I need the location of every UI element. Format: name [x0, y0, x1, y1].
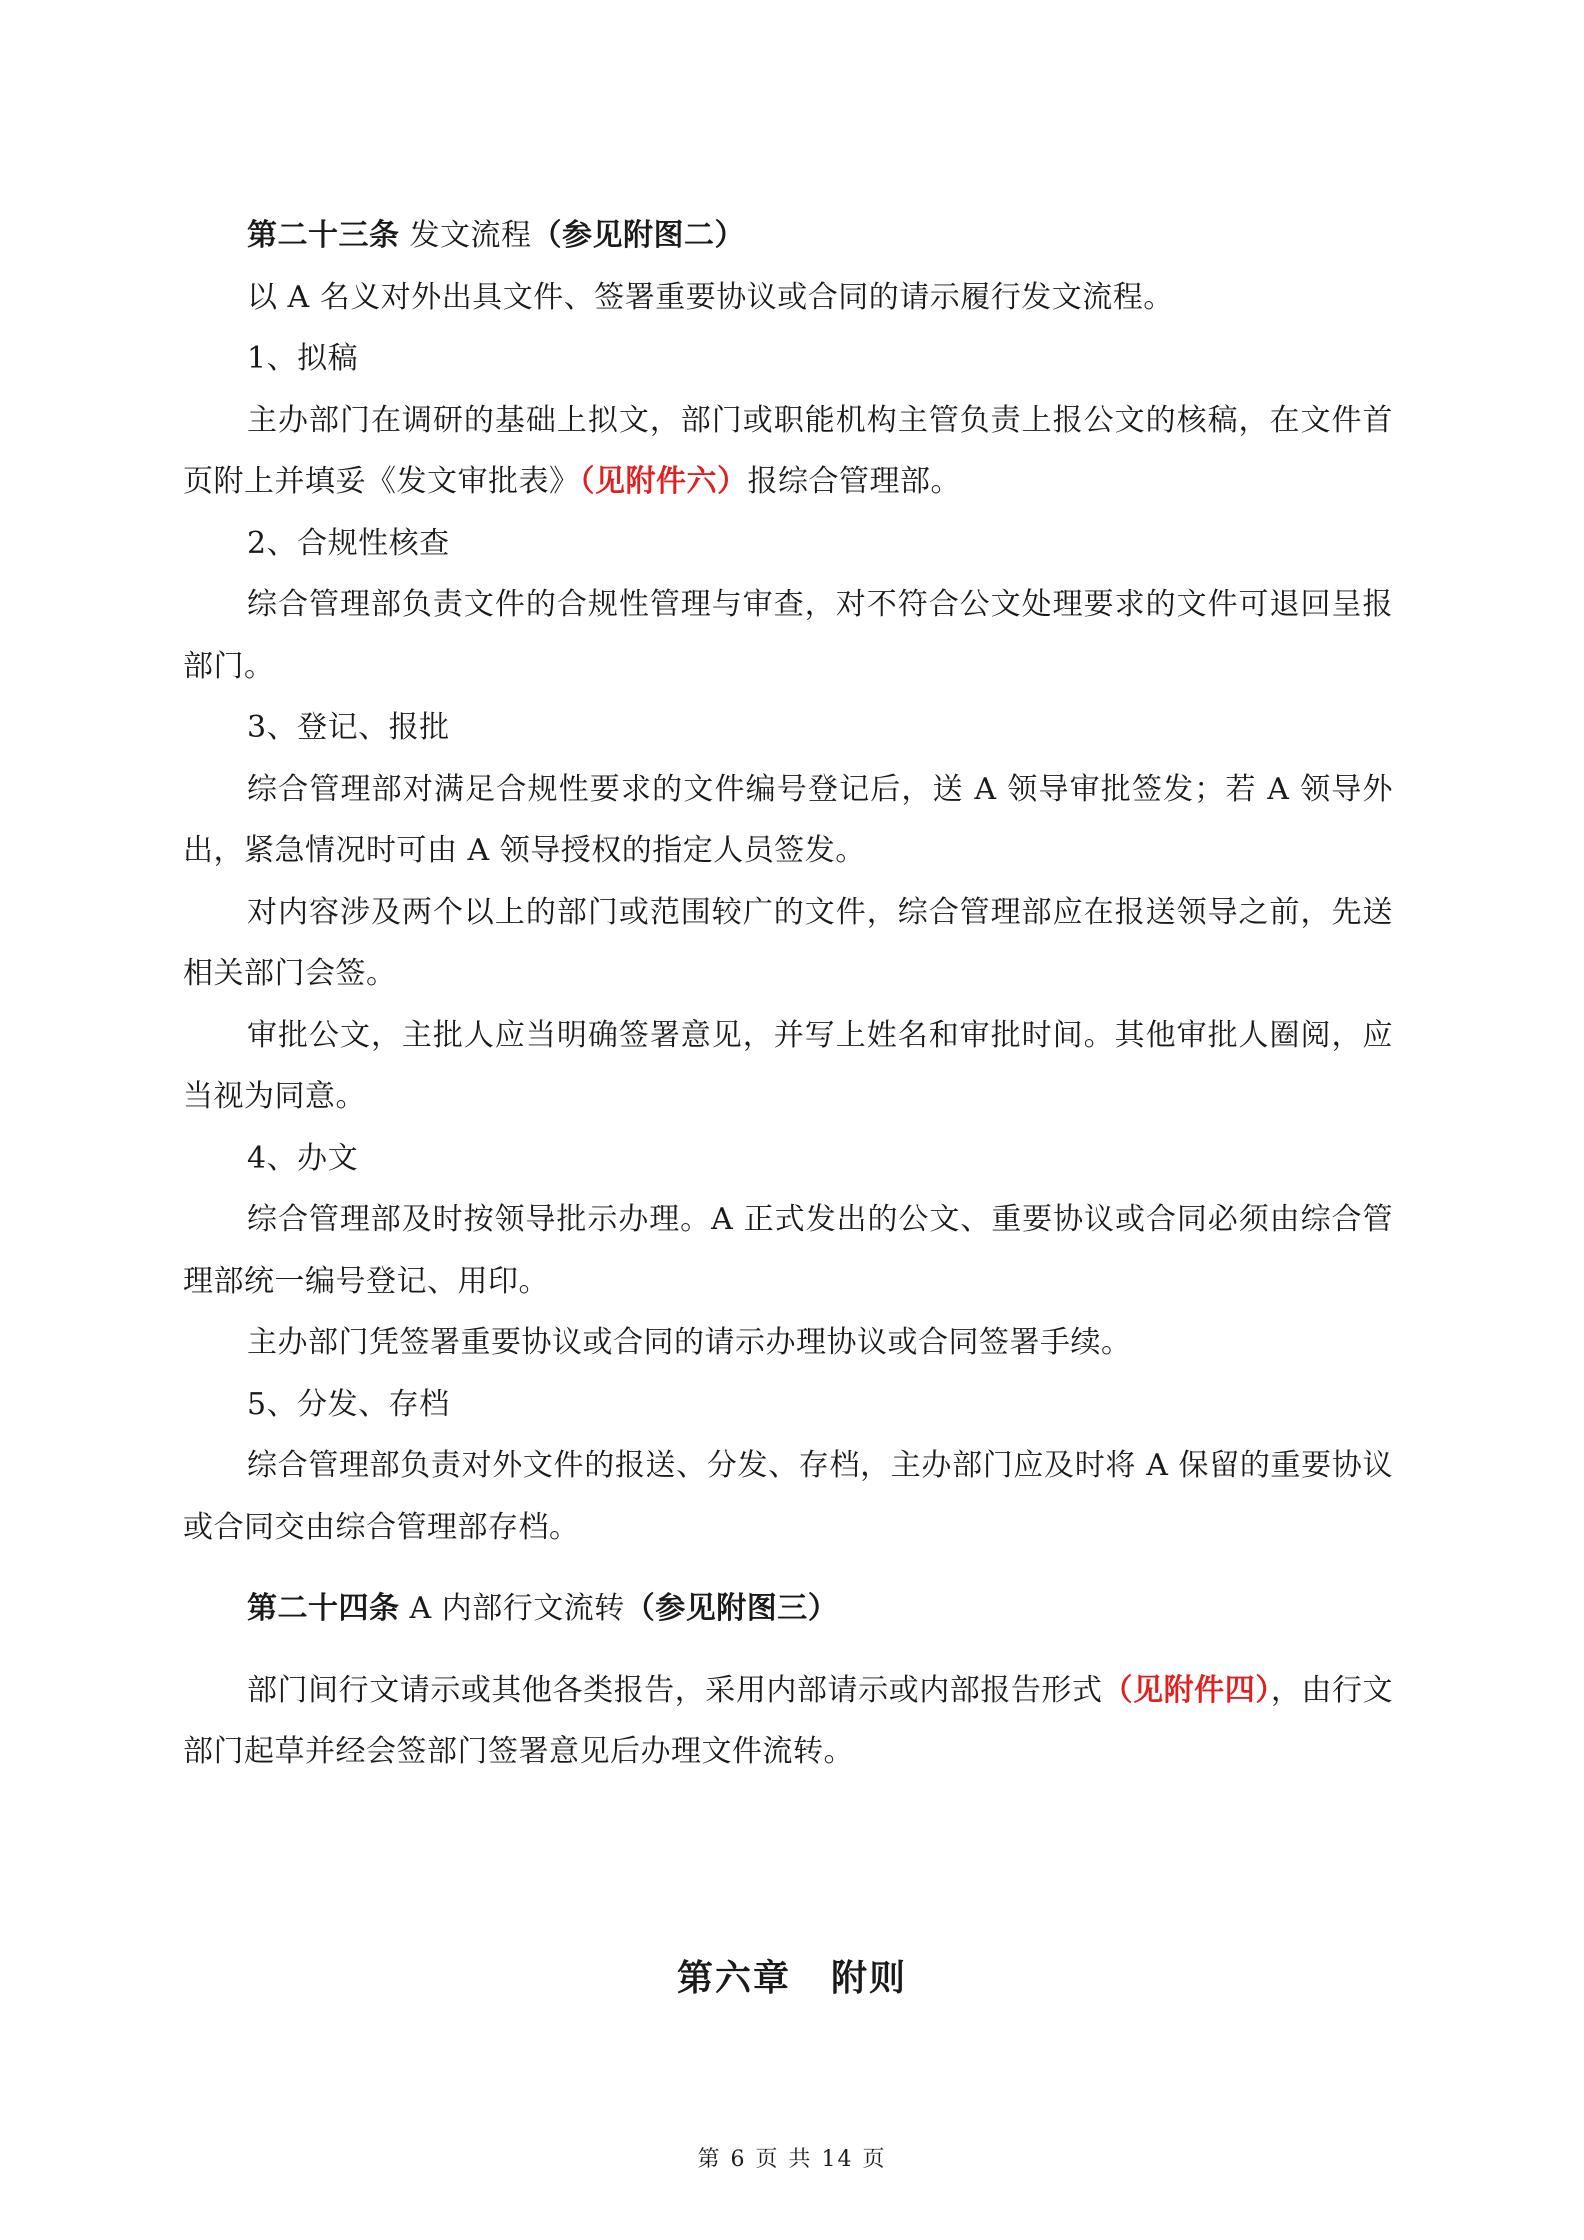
article-24-label: 第二十四条: [247, 1591, 400, 1626]
article-23-title: 发文流程: [399, 218, 532, 253]
step-3-paragraph-1: 综合管理部对满足合规性要求的文件编号登记后，送 A 领导审批签发；若 A 领导外出，紧急情况时可由 A 领导授权的指定人员签发。: [183, 771, 1393, 868]
article-24-heading: [183, 1578, 1393, 1640]
chapter-heading: [0, 1950, 1584, 2001]
step-5-heading: 5、分发、存档: [247, 1386, 450, 1422]
step-5-text: 综合管理部负责对外文件的报送、分发、存档，主办部门应及时将 A 保留的重要协议或合同交由综合管理部存档。: [183, 1448, 1393, 1545]
document-body: [183, 205, 1393, 1783]
step-3-paragraph-3: 审批公文，主批人应当明确签署意见，并写上姓名和审批时间。其他审批人圈阅，应当视为同意。: [183, 1017, 1393, 1114]
step-2-heading: 2、合规性核查: [247, 525, 450, 561]
step-1-text-main: 主办部门在调研的基础上拟文，部门或职能机构主管负责上报公文的核稿，在文件首页附上并填妥《发文审批表》: [183, 402, 1393, 499]
article-24-title: A 内部行文流转: [399, 1591, 625, 1626]
step-4-heading: 4、办文: [247, 1140, 359, 1176]
spacer: [183, 1558, 1393, 1578]
step-4-paragraph-1: 综合管理部及时按领导批示办理。A 正式发出的公文、重要协议或合同必须由综合管理部统一编号登记、用印。: [183, 1202, 1393, 1299]
chapter-title: 附则: [831, 1957, 908, 1999]
article-24-figure-ref: （参见附图三）: [624, 1591, 839, 1626]
step-4-paragraph-2: 主办部门凭签署重要协议或合同的请示办理协议或合同签署手续。: [247, 1325, 1132, 1360]
chapter-number: 第六章: [676, 1957, 791, 1999]
attachment-6-ref: （见附件六）: [579, 464, 748, 499]
step-3-heading: 3、登记、报批: [247, 710, 450, 745]
article-24-text-main: 部门间行文请示或其他各类报告，采用内部请示或内部报告形式: [247, 1672, 1103, 1708]
step-1-heading: 1、拟稿: [247, 341, 359, 376]
article-23-label: 第二十三条: [247, 218, 400, 253]
article-24-text-end: ，由行文部门起草并经会签部门签署意见后办理文件流转。: [183, 1672, 1394, 1769]
article-23-figure-ref: （参见附图二）: [531, 218, 746, 253]
step-3-paragraph-2: 对内容涉及两个以上的部门或范围较广的文件，综合管理部应在报送领导之前，先送相关部门会签。: [183, 894, 1393, 991]
step-2-text: 综合管理部负责文件的合规性管理与审查，对不符合公文处理要求的文件可退回呈报部门。: [183, 587, 1393, 684]
article-24-text: [183, 1660, 1393, 1783]
attachment-4-ref: （见附件四）: [1102, 1672, 1271, 1708]
page-number-footer: 第 6 页 共 14 页: [697, 2147, 887, 2172]
spacer: [183, 1640, 1393, 1660]
step-1-text-end: 报综合管理部。: [747, 464, 961, 499]
step-1-text: [183, 390, 1393, 513]
article-23-intro: 以 A 名义对外出具文件、签署重要协议或合同的请示履行发文流程。: [247, 279, 1174, 315]
article-23-heading: [183, 205, 1393, 267]
